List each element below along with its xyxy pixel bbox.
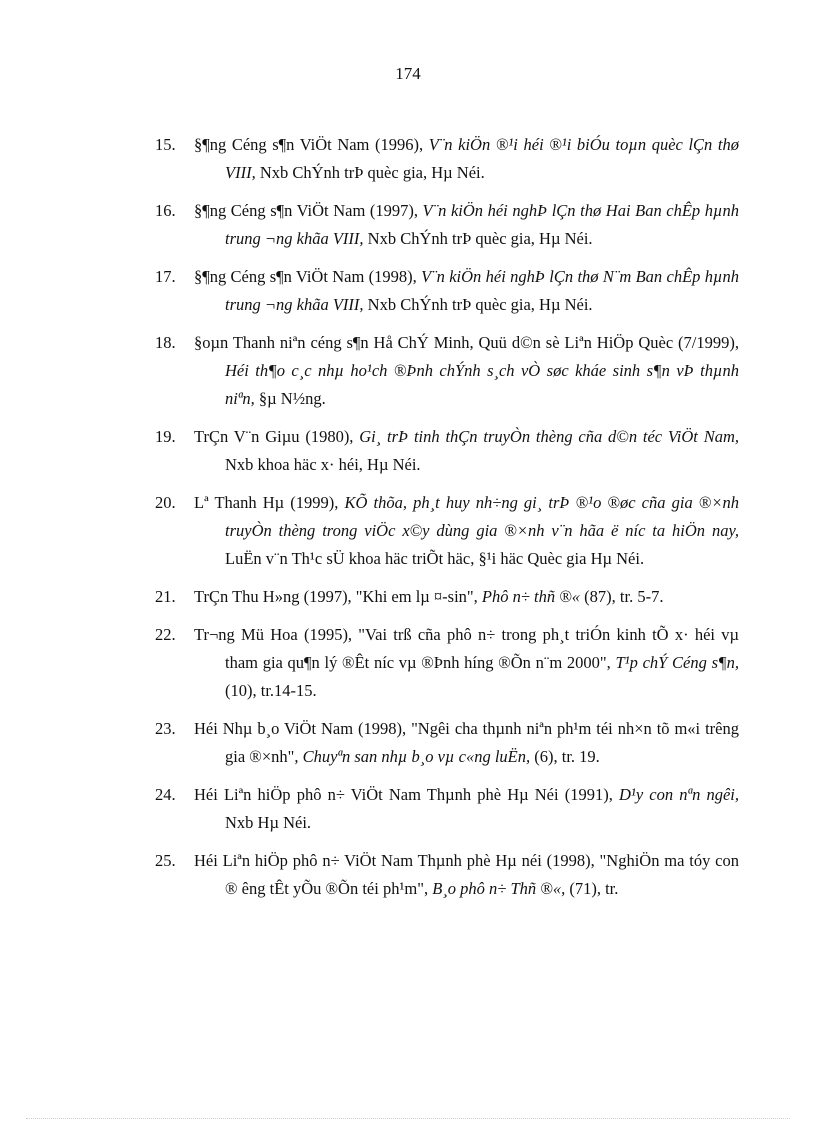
reference-item <box>155 131 739 187</box>
reference-item <box>155 423 739 479</box>
reference-number: 19. <box>155 427 176 446</box>
reference-title: Héi th¶o c¸c nhµ ho¹ch ®Þnh chÝnh s¸ch vÒ søc kháe sinh s¶n vÞ thµnh niªn, <box>225 361 739 408</box>
reference-number: 24. <box>155 785 176 804</box>
reference-text: §¶ng Céng s¶n ViÖt Nam (1998), <box>194 267 422 286</box>
reference-title: D¹y con nªn ngêi, <box>618 785 739 804</box>
reference-item <box>155 197 739 253</box>
reference-number: 18. <box>155 333 176 352</box>
reference-list <box>155 131 739 913</box>
reference-publisher: Nxb ChÝnh trÞ quèc gia, Hµ Néi. <box>363 229 593 248</box>
reference-publisher: (10), tr.14-15. <box>225 681 317 700</box>
reference-number: 25. <box>155 851 176 870</box>
reference-publisher: Nxb ChÝnh trÞ quèc gia, Hµ Néi. <box>363 295 593 314</box>
reference-title: Gi¸ trÞ tinh thÇn truyÒn thèng cña d©n téc ViÖt Nam, <box>359 427 739 446</box>
reference-text: Lª Thanh Hµ (1999), <box>194 493 345 512</box>
reference-title: V¨n kiÖn ®¹i héi ®¹i biÓu toµn quèc lÇn thø VIII, <box>225 135 739 182</box>
reference-item <box>155 583 739 611</box>
reference-title: T¹p chÝ Céng s¶n, <box>615 653 739 672</box>
reference-item <box>155 263 739 319</box>
reference-number: 21. <box>155 587 176 606</box>
reference-text: TrÇn Thu H»ng (1997), "Khi em lµ ¤-sin", <box>194 587 482 606</box>
reference-title: V¨n kiÖn héi nghÞ lÇn thø Hai Ban chÊp hµnh trung ¬ng khãa VIII, <box>225 201 739 248</box>
reference-item <box>155 621 739 705</box>
reference-item <box>155 781 739 837</box>
reference-text: TrÇn V¨n Giµu (1980), <box>194 427 360 446</box>
reference-title: Phô n÷ thñ ®« <box>481 587 581 606</box>
reference-text: Tr¬ng Mü Hoa (1995), "Vai trß cña phô n÷ trong ph¸t triÓn kinh tÕ x· héi vµ tham gia qu¶n lý ®Êt níc vµ ®Þnh híng ®Õn n¨m 2000", <box>194 625 739 672</box>
reference-item <box>155 329 739 413</box>
reference-text: §¶ng Céng s¶n ViÖt Nam (1996), <box>194 135 429 154</box>
reference-publisher: (6), tr. 19. <box>530 747 600 766</box>
reference-title: V¨n kiÖn héi nghÞ lÇn thø N¨m Ban chÊp hµnh trung ¬ng khãa VIII, <box>225 267 739 314</box>
page-number: 174 <box>395 64 421 83</box>
reference-number: 20. <box>155 493 176 512</box>
reference-number: 16. <box>155 201 176 220</box>
page-bottom-divider <box>26 1118 790 1119</box>
reference-title: Chuyªn san nhµ b¸o vµ c«ng luËn, <box>302 747 531 766</box>
reference-item <box>155 715 739 771</box>
reference-publisher: (87), tr. 5-7. <box>580 587 664 606</box>
reference-number: 15. <box>155 135 176 154</box>
reference-publisher: Nxb Hµ Néi. <box>225 813 312 832</box>
reference-item <box>155 847 739 903</box>
reference-publisher: §µ N½ng. <box>254 389 326 408</box>
reference-number: 17. <box>155 267 176 286</box>
reference-item <box>155 489 739 573</box>
reference-publisher: LuËn v¨n Th¹c sÜ khoa häc triÕt häc, §¹i häc Quèc gia Hµ Néi. <box>225 549 645 568</box>
reference-title: KÕ thõa, ph¸t huy nh÷ng gi¸ trÞ ®¹o ®øc cña gia ®×nh truyÒn thèng trong viÖc x©y dùng gia ®×nh v¨n hãa ë níc ta hiÖn nay, <box>225 493 739 540</box>
reference-publisher: Nxb ChÝnh trÞ quèc gia, Hµ Néi. <box>255 163 485 182</box>
reference-text: §oµn Thanh niªn céng s¶n Hå ChÝ Minh, Quü d©n sè Liªn HiÖp Quèc (7/1999), <box>194 333 739 352</box>
reference-number: 22. <box>155 625 176 644</box>
reference-number: 23. <box>155 719 176 738</box>
reference-text: §¶ng Céng s¶n ViÖt Nam (1997), <box>194 201 423 220</box>
reference-title: B¸o phô n÷ Thñ ®«, <box>432 879 566 898</box>
reference-text: Héi Nhµ b¸o ViÖt Nam (1998), "Ngêi cha thµnh niªn ph¹m téi nh×n tõ m«i trêng gia ®×nh", <box>194 719 739 766</box>
reference-text: Héi Liªn hiÖp phô n÷ ViÖt Nam Thµnh phè Hµ néi (1998), "NghiÖn ma tóy con ® êng tÊt yÕu ®Õn téi ph¹m", <box>194 851 739 898</box>
reference-publisher: Nxb khoa häc x· héi, Hµ Néi. <box>225 455 421 474</box>
reference-publisher: (71), tr. <box>565 879 619 898</box>
reference-text: Héi Liªn hiÖp phô n÷ ViÖt Nam Thµnh phè Hµ Néi (1991), <box>194 785 619 804</box>
